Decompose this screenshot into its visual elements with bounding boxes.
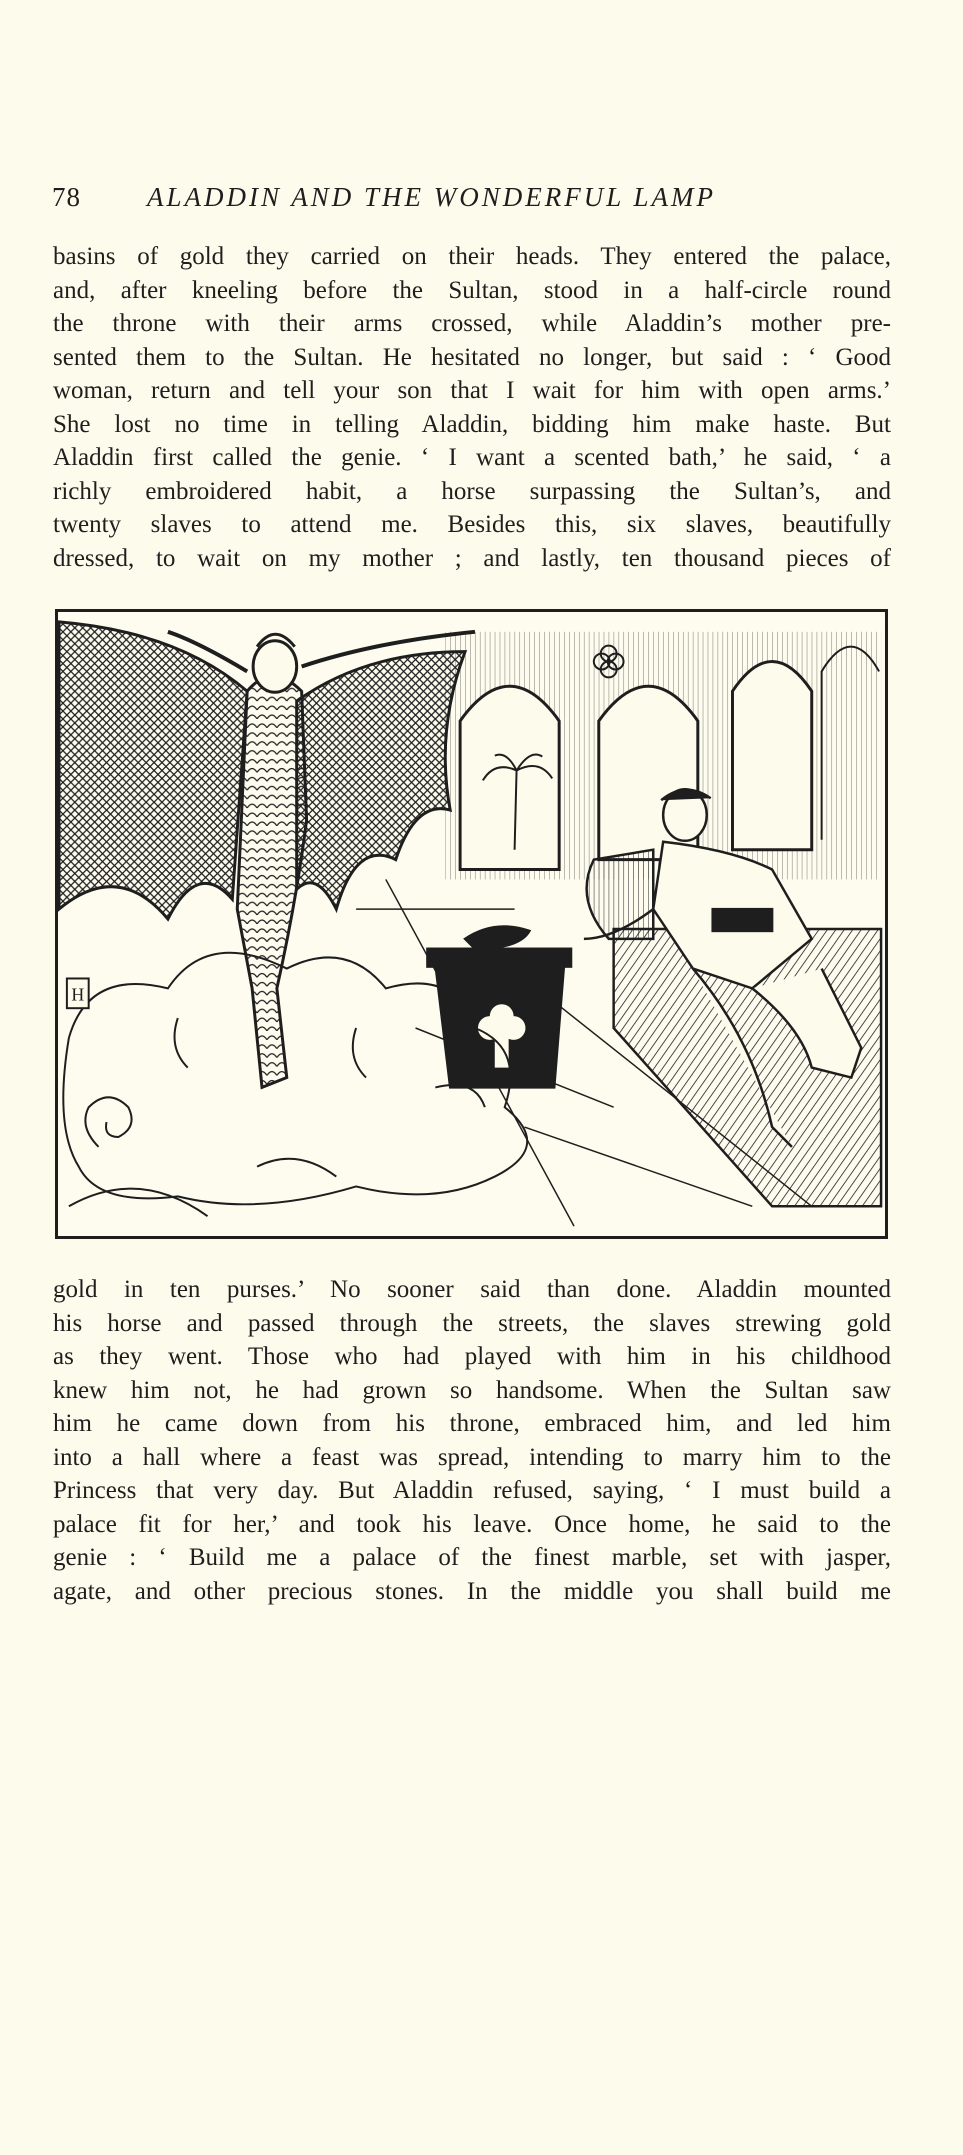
text-line: as they went. Those who had played with him in his childhood [53,1343,891,1370]
text-line: basins of gold they carried on their heads. They entered the palace, [53,243,891,270]
text-line: him he came down from his throne, embraced him, and led him [53,1410,891,1437]
magic-lamp-icon [465,926,529,948]
text-line: gold in ten purses.’ No sooner said than done. Aladdin mounted [53,1276,891,1303]
running-title: ALADDIN AND THE WONDERFUL LAMP [147,182,717,212]
page-number: 78 [52,182,81,212]
genie-head [253,641,297,693]
right-wing [297,652,465,910]
text-line: twenty slaves to attend me. Besides this, six slaves, beautifully [53,511,891,538]
left-wing [59,622,247,919]
lamp-table [427,926,571,1087]
text-line: agate, and other precious stones. In the middle you shall build me [53,1577,891,1605]
text-line: Princess that very day. But Aladdin refused, saying, ‘ I must build a [53,1477,891,1504]
text-line: richly embroidered habit, a horse surpassing the Sultan’s, and [53,477,891,505]
text-line: his horse and passed through the streets, the slaves strewing gold [53,1309,891,1337]
text-line: Aladdin first called the genie. ‘ I want a scented bath,’ he said, ‘ a [53,444,891,471]
text-line: into a hall where a feast was spread, intending to marry him to the [53,1443,891,1471]
running-head [52,178,912,218]
genie-body [237,676,306,1087]
text-line: dressed, to wait on my mother ; and lastly, ten thousand pieces of [53,544,891,572]
monogram-letter: H [71,984,85,1005]
text-line: She lost no time in telling Aladdin, bidding him make haste. But [53,410,891,438]
paragraph-bottom [53,1273,891,1608]
monogram-icon [67,978,89,1008]
text-line: and, after kneeling before the Sultan, stood in a half-circle round [53,276,891,304]
paragraph-top [53,240,891,575]
text-line: the throne with their arms crossed, while Aladdin’s mother pre- [53,310,891,337]
genie-illustration [55,609,888,1239]
genie-illustration-drawing [58,612,885,1236]
text-line: knew him not, he had grown so handsome. When the Sultan saw [53,1376,891,1404]
text-line: palace fit for her,’ and took his leave. Once home, he said to the [53,1510,891,1538]
text-line: sented them to the Sultan. He hesitated no longer, but said : ‘ Good [53,343,891,371]
text-line: woman, return and tell your son that I wait for him with open arms.’ [53,377,891,404]
genie-figure [59,622,475,1088]
text-line: genie : ‘ Build me a palace of the finest marble, set with jasper, [53,1544,891,1571]
